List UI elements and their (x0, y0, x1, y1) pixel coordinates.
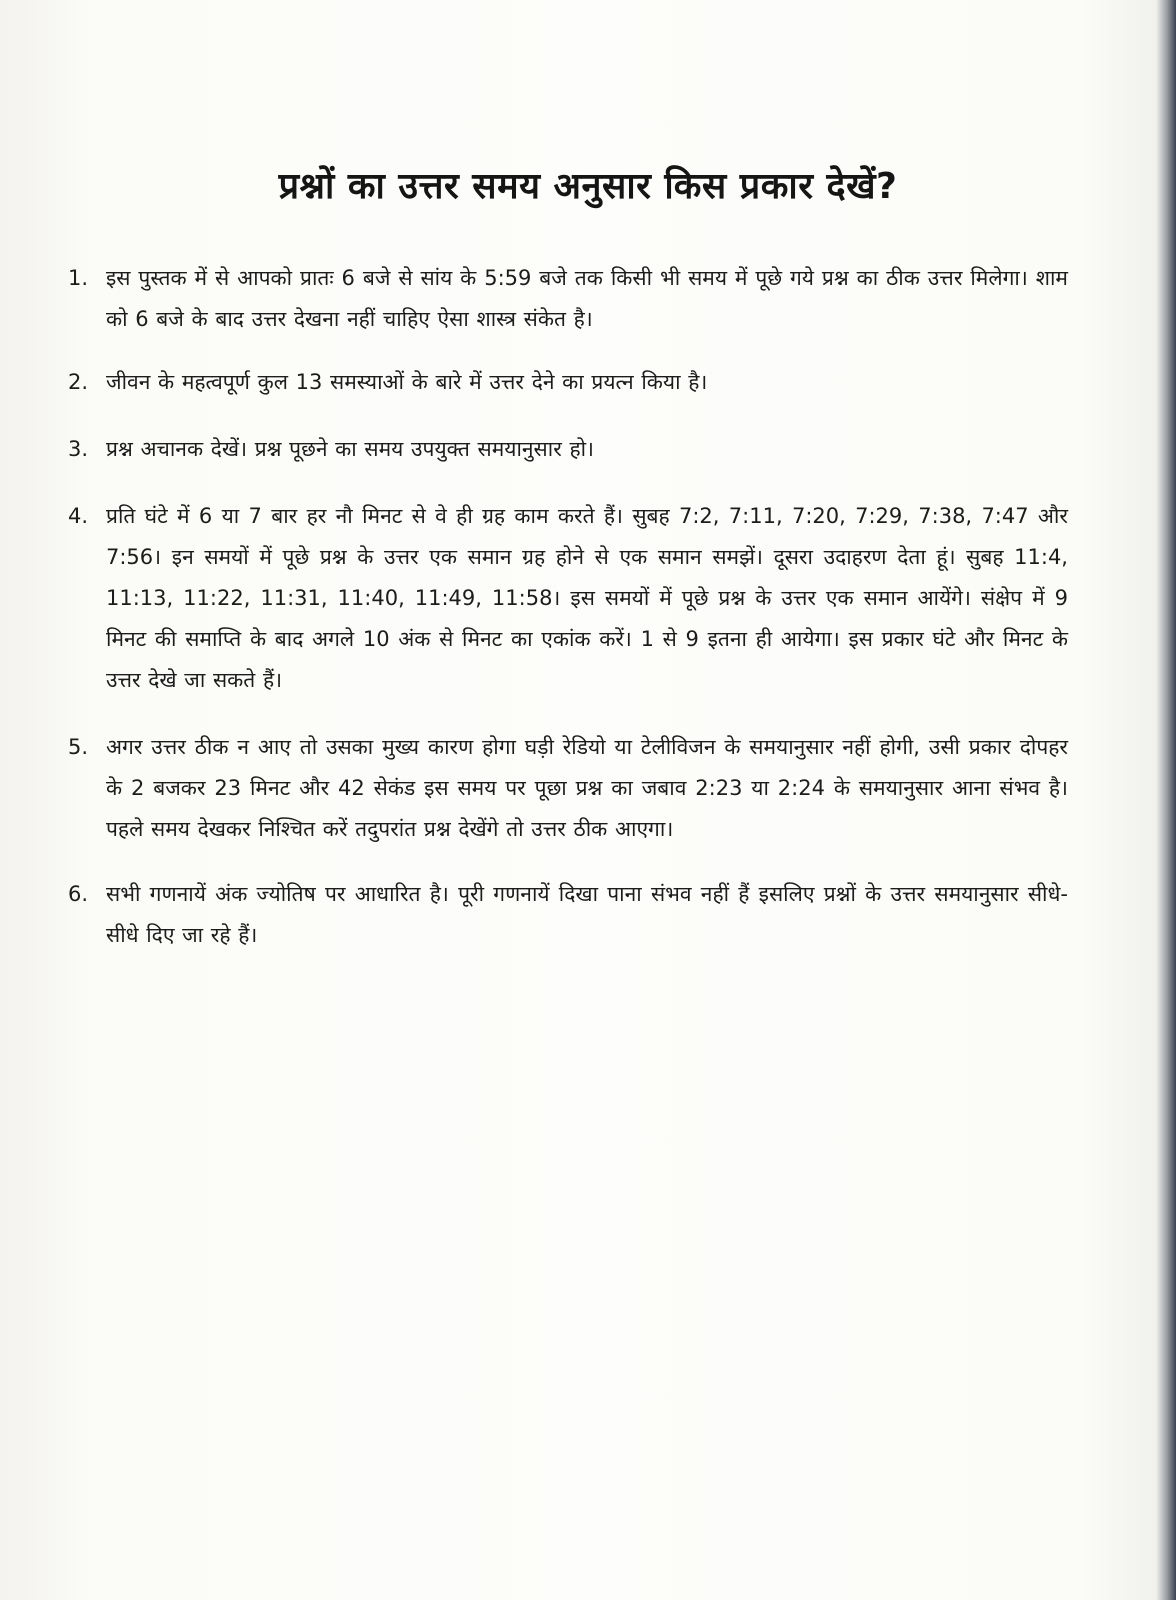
item-number: 6. (68, 882, 89, 906)
list-item (68, 362, 1068, 403)
list-item (68, 727, 1068, 850)
page-title: प्रश्नों का उत्तर समय अनुसार किस प्रकार देखें? (278, 166, 898, 207)
instruction-list (68, 258, 1068, 956)
item-number: 5. (68, 735, 89, 759)
item-text: अगर उत्तर ठीक न आए तो उसका मुख्य कारण होगा घड़ी रेडियो या टेलीविजन के समयानुसार नहीं होगी, उसी प्रकार दोपहर के 2 बजकर 23 मिनट और 42 सेकंड इस समय पर पूछा प्रश्न का जबाव 2:23 या 2:24 के समयानुसार आना संभव है। पहले समय देखकर निश्चित करें तदुपरांत प्रश्न देखेंगे तो उत्तर ठीक आएगा। (106, 735, 1068, 841)
list-item (68, 496, 1068, 701)
item-text: प्रति घंटे में 6 या 7 बार हर नौ मिनट से वे ही ग्रह काम करते हैं। सुबह 7:2, 7:11, 7:20, 7:29, 7:38, 7:47 और 7:56। इन समयों में पूछे प्रश्न के उत्तर एक समान ग्रह होने से एक समान समझें। दूसरा उदाहरण देता हूं। सुबह 11:4, 11:13, 11:22, 11:31, 11:40, 11:49, 11:58। इस समयों में पूछे प्रश्न के उत्तर एक समान आयेंगे। संक्षेप में 9 मिनट की समाप्ति के बाद अगले 10 अंक से मिनट का एकांक करें। 1 से 9 इतना ही आयेगा। इस प्रकार घंटे और मिनट के उत्तर देखे जा सकते हैं। (106, 504, 1068, 692)
page-edge-shadow (1156, 0, 1176, 1600)
item-number: 1. (68, 266, 89, 290)
list-item (68, 874, 1068, 956)
list-item (68, 258, 1068, 340)
item-text: सभी गणनायें अंक ज्योतिष पर आधारित है। पूरी गणनायें दिखा पाना संभव नहीं हैं इसलिए प्रश्नों के उत्तर समयानुसार सीधे-सीधे दिए जा रहे हैं। (106, 882, 1068, 947)
item-text: प्रश्न अचानक देखें। प्रश्न पूछने का समय उपयुक्त समयानुसार हो। (106, 437, 595, 461)
item-number: 4. (68, 504, 89, 528)
list-item (68, 429, 1068, 470)
item-text: जीवन के महत्वपूर्ण कुल 13 समस्याओं के बारे में उत्तर देने का प्रयत्न किया है। (106, 370, 708, 394)
item-text: इस पुस्तक में से आपको प्रातः 6 बजे से सांय के 5:59 बजे तक किसी भी समय में पूछे गये प्रश्न का ठीक उत्तर मिलेगा। शाम को 6 बजे के बाद उत्तर देखना नहीं चाहिए ऐसा शास्त्र संकेत है। (106, 266, 1068, 331)
item-number: 3. (68, 437, 89, 461)
item-number: 2. (68, 370, 89, 394)
